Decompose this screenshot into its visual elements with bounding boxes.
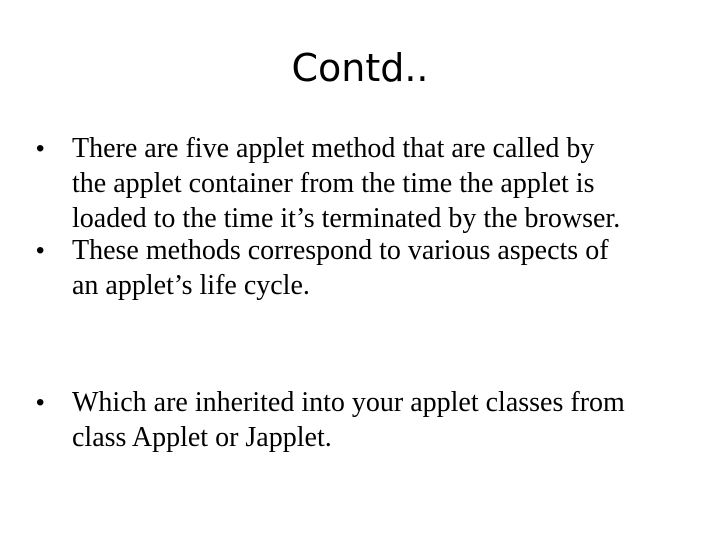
bullet-item — [36, 233, 706, 303]
bullet-text — [72, 385, 706, 455]
bullet-text — [72, 233, 706, 303]
bullet-dot-icon: • — [36, 389, 45, 416]
bullet-dot-icon: • — [36, 237, 45, 264]
bullet-line: the applet container from the time the applet is — [72, 168, 595, 199]
bullet-line: Which are inherited into your applet classes from — [72, 387, 625, 418]
bullet-line: loaded to the time it’s terminated by the browser. — [72, 203, 621, 234]
bullet-line: class Applet or Japplet. — [72, 422, 332, 453]
bullet-dot-icon: • — [36, 135, 45, 162]
bullet-text — [72, 131, 706, 236]
bullet-line: There are five applet method that are called by — [72, 133, 595, 164]
bullet-line: an applet’s life cycle. — [72, 270, 310, 301]
slide-title: Contd.. — [291, 46, 429, 90]
bullet-item — [36, 385, 706, 455]
bullet-line: These methods correspond to various aspects of — [72, 235, 609, 266]
bullet-item — [36, 131, 706, 236]
